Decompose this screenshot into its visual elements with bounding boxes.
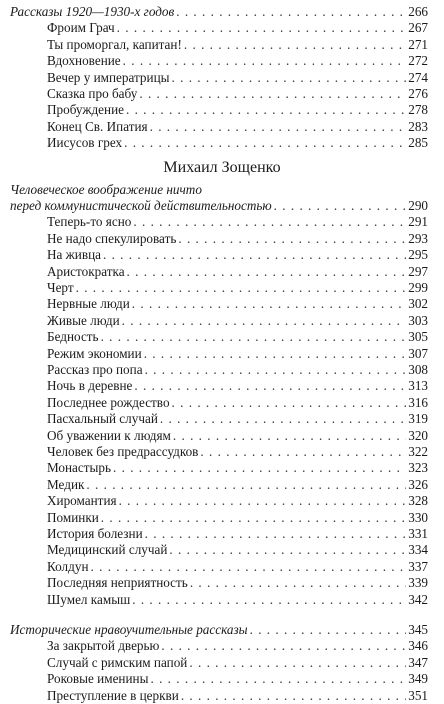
toc-entry	[47, 510, 428, 526]
leader-dots	[160, 411, 406, 427]
leader-dots	[124, 135, 406, 151]
toc-entry	[47, 638, 428, 654]
entry-title: Вечер у императрицы	[47, 69, 170, 85]
leader-dots	[274, 198, 407, 214]
toc-entry	[47, 592, 428, 608]
toc-entry	[47, 477, 428, 493]
toc-entry	[47, 102, 428, 118]
page-number: 285	[408, 135, 428, 151]
page-number: 328	[408, 493, 428, 509]
section-title: Рассказы 1920—1930-х годов	[10, 4, 175, 19]
leader-dots	[126, 102, 406, 118]
toc-entry	[47, 428, 428, 444]
toc-entry	[47, 378, 428, 394]
toc-entry	[47, 671, 428, 687]
entry-title: Поминки	[47, 509, 99, 525]
entry-title: Ночь в деревне	[47, 378, 133, 394]
page-number: 319	[408, 411, 428, 427]
leader-dots	[181, 688, 406, 704]
toc-entry	[47, 329, 428, 345]
section-title: перед коммунистической действительностью	[10, 198, 272, 213]
page-number: 302	[408, 296, 428, 312]
toc-entry	[47, 362, 428, 378]
leader-dots	[101, 329, 407, 345]
entry-title: Не надо спекулировать	[47, 230, 177, 246]
entry-title: Шумел камыш	[47, 591, 131, 607]
entry-title: Случай с римским папой	[47, 654, 188, 670]
page-number: 346	[408, 638, 428, 654]
entry-title: Роковые именины	[47, 671, 149, 687]
leader-dots	[119, 493, 407, 509]
toc-entry	[47, 526, 428, 542]
leader-dots	[134, 378, 406, 394]
page-number: 266	[408, 4, 428, 19]
page-number: 305	[408, 329, 428, 345]
entry-title: Рассказ про попа	[47, 362, 143, 377]
page-number: 342	[408, 591, 428, 607]
toc-entry	[47, 444, 428, 460]
toc-entry	[47, 542, 428, 558]
page-number: 297	[408, 263, 428, 279]
entry-title: Теперь-то ясно	[47, 214, 132, 230]
page-number: 326	[408, 476, 428, 492]
page-number: 276	[408, 86, 428, 101]
entry-title: Медицинский случай	[47, 542, 168, 558]
page-number: 299	[408, 280, 428, 295]
page-number: 334	[408, 542, 428, 558]
page-number: 307	[408, 345, 428, 361]
page-number: 313	[408, 378, 428, 394]
leader-dots	[190, 575, 406, 591]
page-number: 274	[408, 69, 428, 85]
toc-entry	[47, 119, 428, 135]
toc-entry	[47, 37, 428, 53]
page-number: 322	[408, 444, 428, 459]
leader-dots	[173, 428, 406, 444]
leader-dots	[101, 510, 406, 526]
leader-dots	[122, 313, 407, 329]
toc-entry	[47, 395, 428, 411]
toc-entry	[47, 214, 428, 230]
entry-title: Человек без предрассудков	[47, 444, 199, 459]
page-number: 323	[408, 460, 428, 476]
entry-title: Бедность	[47, 329, 99, 345]
page-number: 291	[408, 214, 428, 230]
leader-dots	[172, 395, 407, 411]
entry-title: Пасхальный случай	[47, 411, 158, 427]
leader-dots	[145, 526, 407, 542]
toc-entry	[47, 70, 428, 86]
toc-entry	[47, 296, 428, 312]
toc-entry	[47, 493, 428, 509]
page-number: 351	[408, 687, 428, 703]
toc-entry	[47, 264, 428, 280]
leader-dots	[161, 638, 406, 654]
toc-entry	[47, 460, 428, 476]
entry-title: Черт	[47, 280, 74, 295]
toc-entry	[47, 559, 428, 575]
leader-dots	[113, 460, 406, 476]
entry-title: Медик	[47, 476, 85, 492]
page-number: 330	[408, 509, 428, 525]
entry-title: Конец Св. Ипатия	[47, 118, 148, 134]
entry-title: Иисусов грех	[47, 135, 123, 151]
toc-section-heading	[10, 622, 428, 638]
toc-entry	[47, 135, 428, 151]
leader-dots	[127, 264, 407, 280]
toc-entry	[47, 53, 428, 69]
leader-dots	[250, 622, 407, 638]
toc-entry	[47, 313, 428, 329]
leader-dots	[117, 20, 407, 36]
toc-entry	[47, 411, 428, 427]
leader-dots	[200, 444, 406, 460]
leader-dots	[172, 70, 407, 86]
toc-entry	[47, 231, 428, 247]
page-number: 320	[408, 427, 428, 443]
leader-dots	[132, 592, 406, 608]
leader-dots	[145, 362, 407, 378]
page-number: 271	[408, 36, 428, 52]
page-number: 339	[408, 575, 428, 591]
leader-dots	[123, 53, 407, 69]
page-number: 347	[408, 654, 428, 670]
entry-title: Ты проморгал, капитан!	[47, 36, 182, 52]
leader-dots	[189, 655, 406, 671]
page-number: 295	[408, 247, 428, 263]
entry-title: Аристократка	[47, 263, 125, 279]
entry-title: Об уважении к людям	[47, 427, 171, 443]
leader-dots	[132, 296, 406, 312]
page-number: 331	[408, 526, 428, 541]
page-number: 345	[408, 622, 428, 637]
entry-title: Последнее рождество	[47, 394, 170, 410]
leader-dots	[133, 214, 406, 230]
entry-title: За закрытой дверью	[47, 638, 160, 654]
toc-entry	[47, 688, 428, 704]
leader-dots	[144, 346, 407, 362]
entry-title: Исторические нравоучительные рассказы	[10, 622, 248, 637]
page-number: 293	[408, 230, 428, 246]
entry-title: Хиромантия	[47, 493, 117, 509]
leader-dots	[169, 542, 406, 558]
toc-entry	[47, 247, 428, 263]
entry-title: Колдун	[47, 558, 89, 574]
leader-dots	[103, 247, 406, 263]
leader-dots	[150, 119, 407, 135]
entry-title: Живые люди	[47, 312, 120, 328]
leader-dots	[184, 37, 406, 53]
leader-dots	[139, 86, 406, 102]
toc-entry	[47, 575, 428, 591]
page-number: 316	[408, 394, 428, 410]
entry-title: Нервные люди	[47, 296, 130, 312]
toc-entry	[47, 86, 428, 102]
entry-title: Последняя неприятность	[47, 575, 188, 591]
entry-title: Вдохновение	[47, 53, 121, 69]
toc-section-heading	[10, 198, 428, 214]
entry-title: История болезни	[47, 526, 143, 541]
toc-entry	[47, 346, 428, 362]
entry-title: Преступление в церкви	[47, 687, 179, 703]
leader-dots	[150, 671, 406, 687]
toc-entry	[47, 20, 428, 36]
page-number: 278	[408, 102, 428, 118]
entry-title: Пробуждение	[47, 102, 124, 118]
toc-entry	[47, 280, 428, 296]
page-number: 308	[408, 362, 428, 377]
entry-title: Монастырь	[47, 460, 111, 476]
entry-title: Сказка про бабу	[47, 86, 138, 101]
page-number: 303	[408, 312, 428, 328]
toc-section-heading	[10, 4, 428, 20]
author-heading: Михаил Зощенко	[163, 158, 281, 176]
page-number: 337	[408, 558, 428, 574]
leader-dots	[176, 4, 406, 20]
page-number: 349	[408, 671, 428, 687]
section-title-line1: Человеческое воображение ничто	[10, 181, 202, 197]
entry-title: Фроим Грач	[47, 20, 115, 36]
page-number: 267	[408, 20, 428, 36]
leader-dots	[76, 280, 407, 296]
leader-dots	[86, 477, 406, 493]
page-number: 290	[408, 198, 428, 213]
page-number: 272	[408, 53, 428, 69]
toc-entry	[47, 655, 428, 671]
leader-dots	[91, 559, 407, 575]
entry-title: На живца	[47, 247, 101, 263]
entry-title: Режим экономии	[47, 345, 142, 361]
page-number: 283	[408, 118, 428, 134]
leader-dots	[178, 231, 406, 247]
